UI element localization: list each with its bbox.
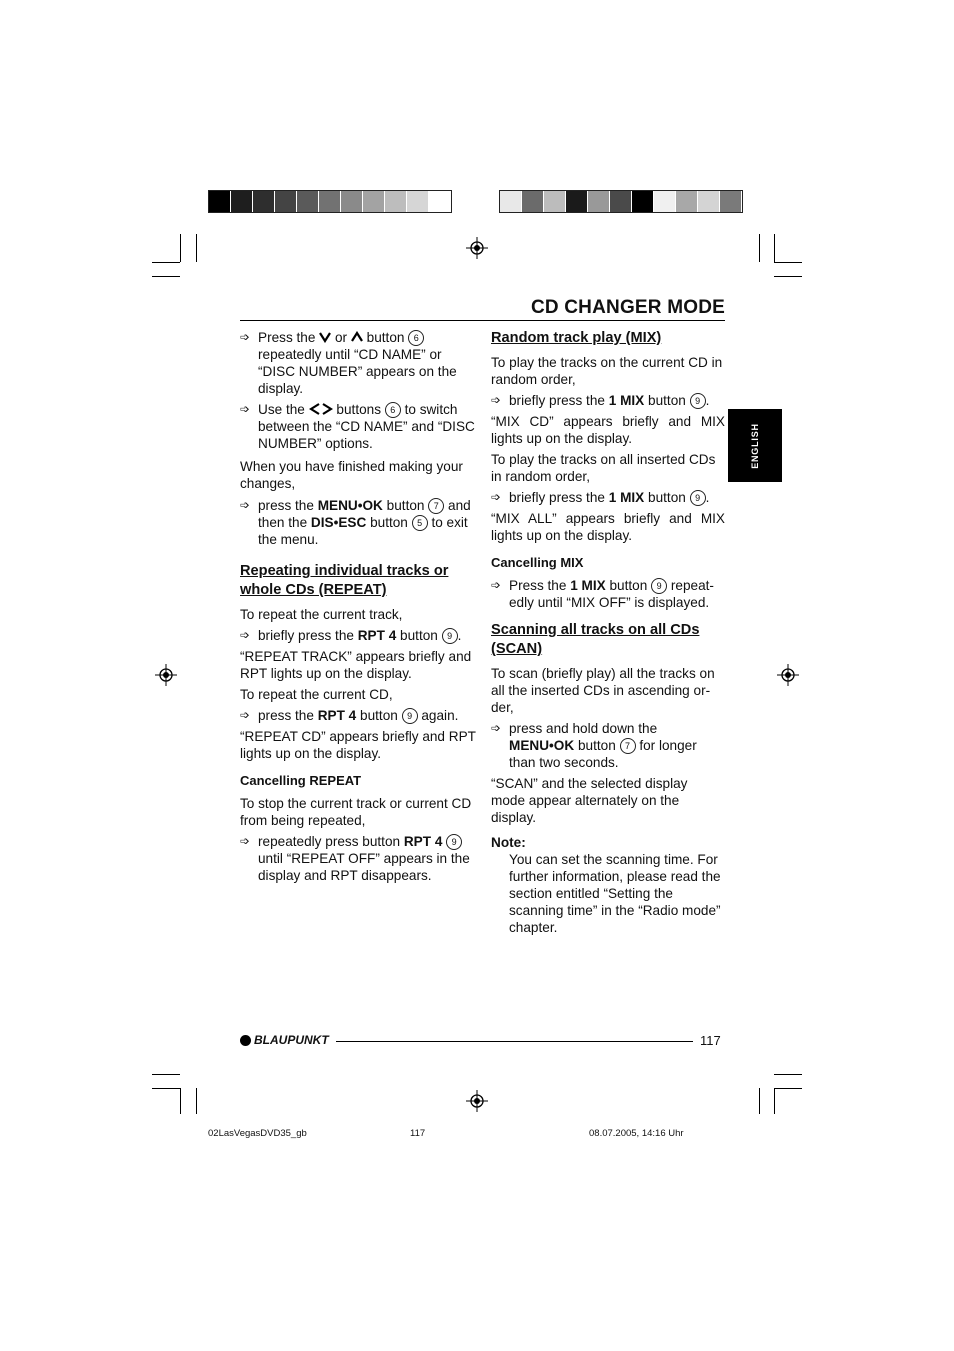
- list-item: ➩ press the MENU•OK button 7 and then the DIS•ESC button 5 to exit the menu.: [240, 498, 471, 547]
- print-page-ref: 117: [410, 1128, 426, 1139]
- section-heading: Random track play (MIX): [491, 330, 662, 346]
- crop-mark: [774, 234, 775, 262]
- color-swatch: [698, 191, 720, 212]
- footer-rule: [336, 1041, 693, 1042]
- crop-mark: [152, 262, 180, 263]
- paragraph: To scan (briefly play) all the tracks on all the inserted CDs in ascending or-der,: [491, 666, 715, 715]
- crop-mark: [180, 234, 181, 262]
- crop-mark: [759, 234, 760, 262]
- color-swatch: [319, 191, 341, 212]
- crop-mark: [152, 1074, 180, 1075]
- button-number: 9: [402, 708, 418, 724]
- crop-mark: [774, 276, 802, 277]
- print-date: 08.07.2005, 14:16 Uhr: [589, 1128, 684, 1139]
- crop-mark: [152, 1088, 180, 1089]
- color-swatch: [253, 191, 275, 212]
- print-file-name: 02LasVegasDVD35_gb: [208, 1128, 307, 1139]
- color-swatch: [341, 191, 363, 212]
- arrow-bullet-icon: ➩: [240, 498, 251, 512]
- color-strip-right: [499, 190, 743, 213]
- crop-mark: [152, 276, 180, 277]
- color-swatch: [500, 191, 522, 212]
- paragraph: To play the tracks on the current CD in random order,: [491, 355, 723, 387]
- registration-mark-icon: [466, 237, 488, 259]
- paragraph: “SCAN” and the selected display mode appear alternately on the display.: [491, 776, 688, 825]
- color-swatch: [566, 191, 588, 212]
- button-number: 9: [446, 834, 462, 850]
- button-number: 6: [408, 330, 424, 346]
- arrow-bullet-icon: ➩: [240, 330, 251, 344]
- crop-mark: [180, 1088, 181, 1114]
- language-tab: [728, 409, 782, 482]
- registration-mark-icon: [466, 1090, 488, 1112]
- brand-dot-icon: [240, 1035, 251, 1046]
- section-heading: Scanning all tracks on all CDs (SCAN): [491, 622, 700, 657]
- crop-mark: [196, 1088, 197, 1114]
- color-swatch: [209, 191, 231, 212]
- list-item: ➩ Press the or button 6 repeatedly until “CD NAME” or “DISC NUMBER” appears on the display.: [240, 330, 457, 396]
- note-label: Note:: [491, 835, 526, 850]
- crop-mark: [759, 1088, 760, 1114]
- chevron-left-icon: [309, 403, 321, 415]
- color-swatch: [385, 191, 407, 212]
- language-tab-label: ENGLISH: [750, 422, 760, 469]
- registration-mark-icon: [155, 664, 177, 686]
- brand-logo: BLAUPUNKT: [240, 1033, 329, 1047]
- crop-mark: [196, 234, 197, 262]
- list-item: ➩ press the RPT 4 button 9 again.: [240, 708, 459, 723]
- color-swatch: [720, 191, 742, 212]
- chevron-down-icon: [319, 331, 331, 343]
- button-number: 6: [385, 402, 401, 418]
- button-number: 9: [690, 393, 706, 409]
- button-number: 9: [690, 490, 706, 506]
- chevron-right-icon: [321, 403, 333, 415]
- registration-mark-icon: [777, 664, 799, 686]
- paragraph: To play the tracks on all inserted CDs in random order,: [491, 452, 716, 484]
- arrow-bullet-icon: ➩: [240, 402, 251, 416]
- list-item: ➩ briefly press the RPT 4 button 9 .: [240, 628, 462, 643]
- list-item: ➩ press and hold down the MENU•OK button 7 for longer than two seconds.: [491, 721, 697, 770]
- arrow-bullet-icon: ➩: [240, 708, 251, 722]
- color-swatch: [654, 191, 676, 212]
- color-swatch: [231, 191, 253, 212]
- color-strip-left: [208, 190, 452, 213]
- paragraph: To stop the current track or current CD from being repeated,: [240, 796, 472, 828]
- crop-mark: [774, 262, 802, 263]
- button-number: 5: [412, 515, 428, 531]
- color-swatch: [676, 191, 698, 212]
- paragraph: To repeat the current CD,: [240, 687, 393, 702]
- paragraph: “MIX CD” appears briefly and MIX lights up on the display.: [491, 414, 725, 446]
- color-swatch: [429, 191, 451, 212]
- color-swatch: [544, 191, 566, 212]
- color-swatch: [610, 191, 632, 212]
- color-swatch: [275, 191, 297, 212]
- arrow-bullet-icon: ➩: [240, 834, 251, 848]
- crop-mark: [774, 1074, 802, 1075]
- color-swatch: [588, 191, 610, 212]
- title-rule: [240, 320, 725, 321]
- list-item: ➩ repeatedly press button RPT 4 9 until “REPEAT OFF” appears in the display and RPT disappears.: [240, 834, 470, 883]
- note-text: You can set the scanning time. For further information, please read the section entitled “Setting the scanning time” in the “Radio mode” chapter.: [509, 852, 721, 935]
- page-number: 117: [700, 1033, 721, 1048]
- arrow-bullet-icon: ➩: [491, 721, 502, 735]
- list-item: ➩ briefly press the 1 MIX button 9 .: [491, 393, 710, 408]
- paragraph: “REPEAT TRACK” appears briefly and RPT lights up on the display.: [240, 649, 472, 681]
- arrow-bullet-icon: ➩: [491, 393, 502, 407]
- crop-mark: [774, 1088, 775, 1114]
- list-item: ➩ briefly press the 1 MIX button 9 .: [491, 490, 710, 505]
- crop-mark: [774, 1088, 802, 1089]
- list-item: ➩ Use the buttons 6 to switch between the “CD NAME” and “DISC NUMBER” options.: [240, 402, 475, 451]
- left-column: [240, 329, 476, 888]
- color-swatch: [522, 191, 544, 212]
- button-number: 9: [442, 628, 458, 644]
- arrow-bullet-icon: ➩: [240, 628, 251, 642]
- paragraph: “MIX ALL” appears briefly and MIX lights up on the display.: [491, 511, 725, 543]
- button-number: 7: [428, 498, 444, 514]
- paragraph: “REPEAT CD” appears briefly and RPT lights up on the display.: [240, 729, 476, 761]
- right-column: [491, 329, 725, 936]
- chevron-up-icon: [351, 331, 363, 343]
- button-number: 9: [651, 578, 667, 594]
- arrow-bullet-icon: ➩: [491, 578, 502, 592]
- paragraph: To repeat the current track,: [240, 607, 403, 622]
- button-number: 7: [620, 738, 636, 754]
- color-swatch: [297, 191, 319, 212]
- list-item: ➩ Press the 1 MIX button 9 repeat-edly until “MIX OFF” is displayed.: [491, 578, 714, 610]
- subsection-heading: Cancelling REPEAT: [240, 773, 362, 788]
- arrow-bullet-icon: ➩: [491, 490, 502, 504]
- color-swatch: [632, 191, 654, 212]
- section-heading: Repeating individual tracks or whole CDs (REPEAT): [240, 563, 449, 598]
- paragraph: When you have finished making your changes,: [240, 459, 463, 491]
- color-swatch: [407, 191, 429, 212]
- page-title: CD CHANGER MODE: [530, 297, 725, 318]
- subsection-heading: Cancelling MIX: [491, 555, 584, 570]
- color-swatch: [363, 191, 385, 212]
